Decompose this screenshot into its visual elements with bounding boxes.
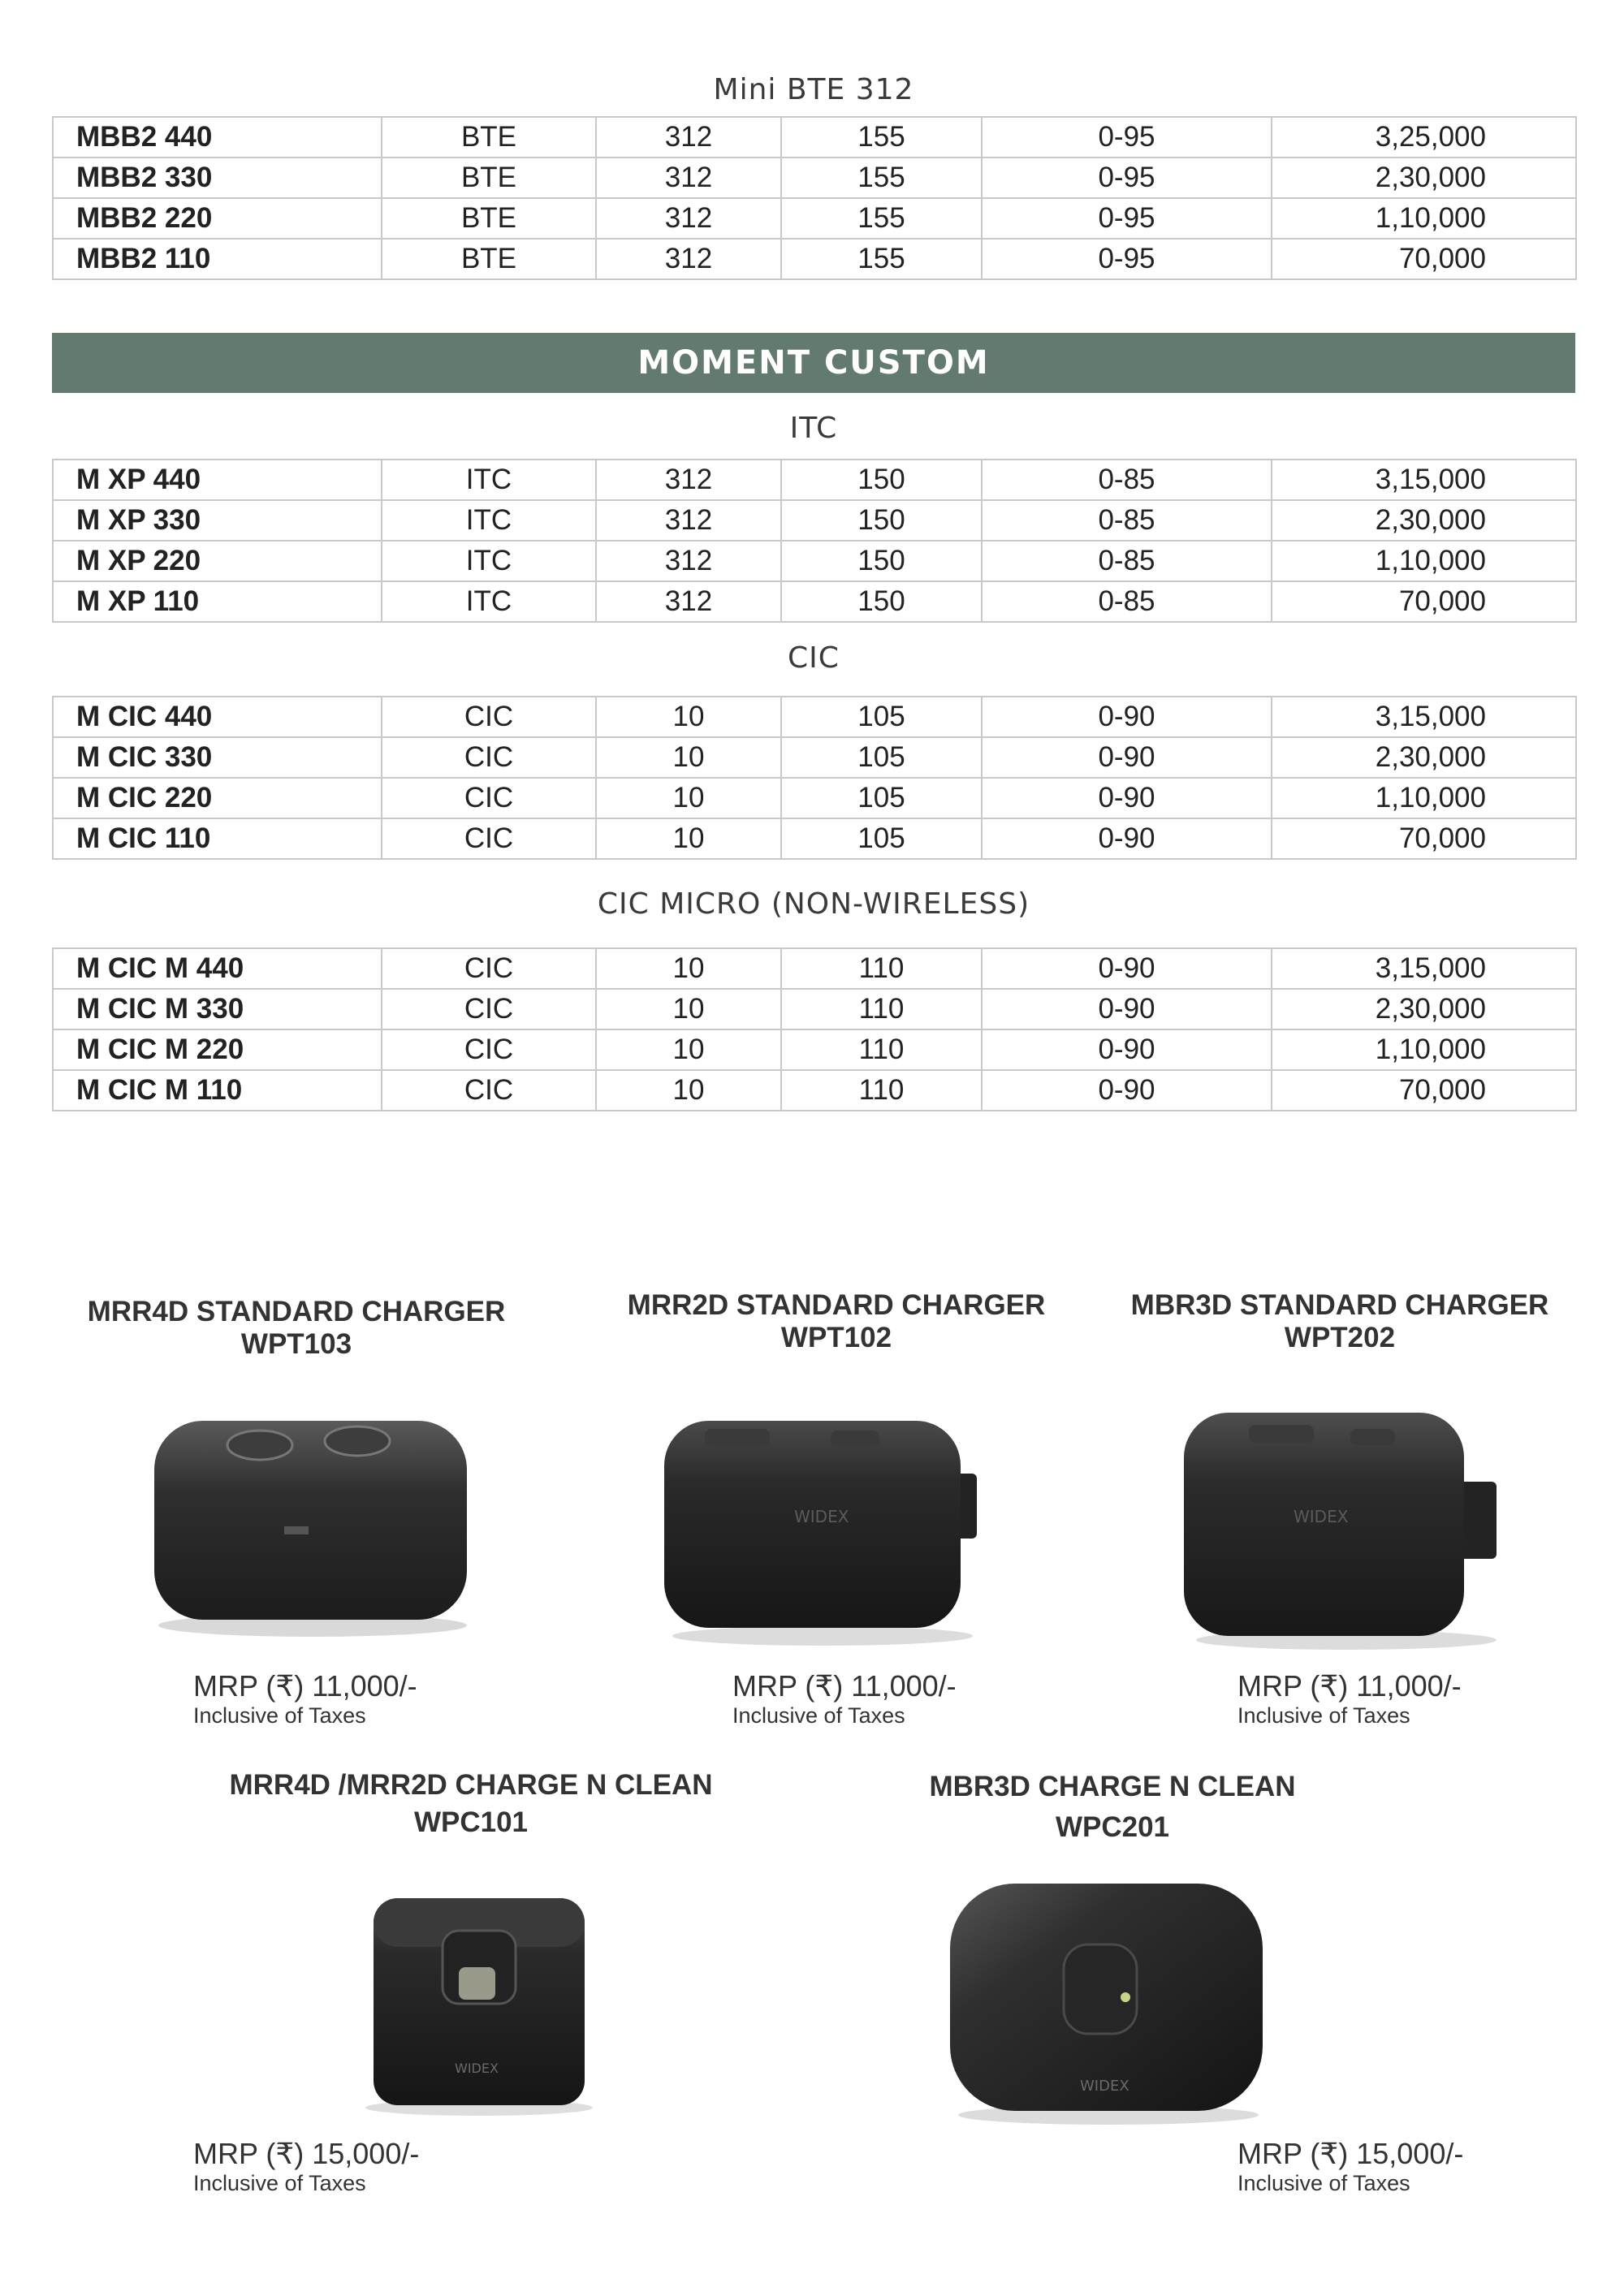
product-name: MRR4D /MRR2D CHARGE N CLEAN [229,1769,713,1801]
product-name: MBR3D STANDARD CHARGER [1130,1289,1549,1321]
gain-cell: 105 [781,778,982,818]
product-title [203,1767,739,1841]
battery-cell: 10 [596,1029,781,1070]
fitting-range-cell: 0-90 [982,697,1272,737]
product-tax-note: Inclusive of Taxes [193,2171,366,2195]
table-row [53,778,1576,818]
price-cell: 70,000 [1272,818,1576,859]
fitting-range-cell: 0-95 [982,239,1272,279]
gain-cell: 155 [781,198,982,239]
style-cell: CIC [382,989,596,1029]
gain-cell: 150 [781,460,982,500]
product-price: MRP (₹) 11,000/- [732,1669,957,1703]
section-title-mini-bte: Mini BTE 312 [713,73,914,106]
price-cell: 2,30,000 [1272,737,1576,778]
fitting-range-cell: 0-90 [982,989,1272,1029]
product-tax-note: Inclusive of Taxes [1237,1703,1410,1728]
mini-bte-table [52,116,1577,280]
style-cell: BTE [382,158,596,198]
fitting-range-cell: 0-95 [982,117,1272,158]
battery-cell: 312 [596,500,781,541]
product-title [73,1296,520,1361]
gain-cell: 110 [781,1070,982,1111]
fitting-range-cell: 0-90 [982,818,1272,859]
battery-cell: 312 [596,198,781,239]
gain-cell: 150 [781,500,982,541]
gain-cell: 155 [781,158,982,198]
price-cell: 70,000 [1272,1070,1576,1111]
fitting-range-cell: 0-85 [982,460,1272,500]
product-name: MBR3D CHARGE N CLEAN [929,1771,1296,1802]
battery-cell: 10 [596,989,781,1029]
section-title-itc: ITC [789,412,838,445]
table-row [53,989,1576,1029]
table-row [53,948,1576,989]
table-row [53,117,1576,158]
battery-cell: 10 [596,778,781,818]
price-cell: 2,30,000 [1272,158,1576,198]
price-cell: 1,10,000 [1272,778,1576,818]
product-name: MRR2D STANDARD CHARGER [627,1289,1046,1321]
model-cell: M XP 330 [53,500,382,541]
style-cell: CIC [382,1070,596,1111]
price-cell: 2,30,000 [1272,500,1576,541]
price-cell: 1,10,000 [1272,1029,1576,1070]
style-cell: CIC [382,818,596,859]
style-cell: CIC [382,697,596,737]
battery-cell: 10 [596,737,781,778]
product-price: MRP (₹) 11,000/- [1237,1669,1462,1703]
gain-cell: 155 [781,239,982,279]
price-cell: 2,30,000 [1272,989,1576,1029]
style-cell: ITC [382,581,596,622]
fitting-range-cell: 0-90 [982,1029,1272,1070]
table-row [53,737,1576,778]
fitting-range-cell: 0-90 [982,948,1272,989]
product-title [901,1767,1324,1848]
widex-logo: WIDEX [1080,2078,1129,2095]
fitting-range-cell: 0-90 [982,1070,1272,1111]
charger-wpt103-image [138,1396,479,1640]
price-cell: 3,15,000 [1272,460,1576,500]
battery-cell: 312 [596,581,781,622]
product-tax-note: Inclusive of Taxes [193,1703,366,1728]
gain-cell: 105 [781,818,982,859]
product-price: MRP (₹) 15,000/- [193,2137,420,2170]
style-cell: CIC [382,1029,596,1070]
battery-cell: 312 [596,541,781,581]
style-cell: CIC [382,948,596,989]
widex-logo: WIDEX [455,2061,499,2076]
gain-cell: 150 [781,541,982,581]
product-tax-note: Inclusive of Taxes [1237,2171,1410,2195]
product-code: WPT202 [1284,1322,1396,1353]
model-cell: M CIC M 220 [53,1029,382,1070]
fitting-range-cell: 0-90 [982,737,1272,778]
widex-logo: WIDEX [794,1507,849,1526]
section-title-cic-micro: CIC MICRO (NON-WIRELESS) [597,887,1030,921]
product-price: MRP (₹) 15,000/- [1237,2137,1464,2170]
gain-cell: 110 [781,989,982,1029]
table-row [53,1070,1576,1111]
gain-cell: 155 [781,117,982,158]
product-title [617,1289,1056,1354]
battery-cell: 312 [596,460,781,500]
model-cell: MBB2 330 [53,158,382,198]
fitting-range-cell: 0-85 [982,500,1272,541]
product-tax-note: Inclusive of Taxes [732,1703,905,1728]
table-row [53,198,1576,239]
product-code: WPT103 [240,1328,352,1360]
itc-table [52,459,1577,623]
cic-micro-table [52,947,1577,1111]
fitting-range-cell: 0-90 [982,778,1272,818]
gain-cell: 105 [781,697,982,737]
table-row [53,500,1576,541]
product-title [1129,1289,1551,1354]
product-name: MRR4D STANDARD CHARGER [87,1296,506,1327]
section-title-cic: CIC [788,641,840,675]
model-cell: M CIC M 440 [53,948,382,989]
style-cell: CIC [382,737,596,778]
moment-custom-banner: MOMENT CUSTOM [52,333,1575,393]
charger-wpt202-image [1176,1392,1517,1652]
table-row [53,818,1576,859]
product-code: WPT102 [780,1322,892,1353]
model-cell: MBB2 220 [53,198,382,239]
model-cell: M XP 440 [53,460,382,500]
fitting-range-cell: 0-95 [982,158,1272,198]
model-cell: M CIC M 330 [53,989,382,1029]
battery-cell: 312 [596,239,781,279]
table-row [53,1029,1576,1070]
model-cell: M CIC 110 [53,818,382,859]
battery-cell: 10 [596,948,781,989]
style-cell: BTE [382,239,596,279]
fitting-range-cell: 0-85 [982,541,1272,581]
model-cell: M CIC 330 [53,737,382,778]
style-cell: ITC [382,500,596,541]
battery-cell: 312 [596,158,781,198]
style-cell: ITC [382,460,596,500]
model-cell: MBB2 440 [53,117,382,158]
model-cell: M CIC M 110 [53,1070,382,1111]
style-cell: CIC [382,778,596,818]
model-cell: M XP 110 [53,581,382,622]
cic-table [52,696,1577,860]
gain-cell: 105 [781,737,982,778]
table-row [53,460,1576,500]
fitting-range-cell: 0-95 [982,198,1272,239]
widex-logo: WIDEX [1294,1507,1349,1526]
price-cell: 3,15,000 [1272,697,1576,737]
style-cell: BTE [382,198,596,239]
charger-wpt102-image [656,1396,997,1648]
style-cell: ITC [382,541,596,581]
style-cell: BTE [382,117,596,158]
model-cell: MBB2 110 [53,239,382,279]
battery-cell: 10 [596,697,781,737]
gain-cell: 150 [781,581,982,622]
fitting-range-cell: 0-85 [982,581,1272,622]
gain-cell: 110 [781,948,982,989]
table-row [53,158,1576,198]
charge-n-clean-wpc201-image [934,1867,1275,2127]
price-cell: 1,10,000 [1272,541,1576,581]
price-cell: 1,10,000 [1272,198,1576,239]
price-cell: 3,25,000 [1272,117,1576,158]
battery-cell: 10 [596,818,781,859]
product-price: MRP (₹) 11,000/- [193,1669,417,1703]
price-cell: 70,000 [1272,581,1576,622]
price-cell: 3,15,000 [1272,948,1576,989]
model-cell: M CIC 440 [53,697,382,737]
model-cell: M CIC 220 [53,778,382,818]
charge-n-clean-wpc101-image [357,1882,601,2117]
price-cell: 70,000 [1272,239,1576,279]
table-row [53,239,1576,279]
model-cell: M XP 220 [53,541,382,581]
gain-cell: 110 [781,1029,982,1070]
product-code: WPC201 [1055,1811,1170,1843]
table-row [53,697,1576,737]
table-row [53,581,1576,622]
table-row [53,541,1576,581]
product-code: WPC101 [413,1806,529,1838]
battery-cell: 312 [596,117,781,158]
battery-cell: 10 [596,1070,781,1111]
